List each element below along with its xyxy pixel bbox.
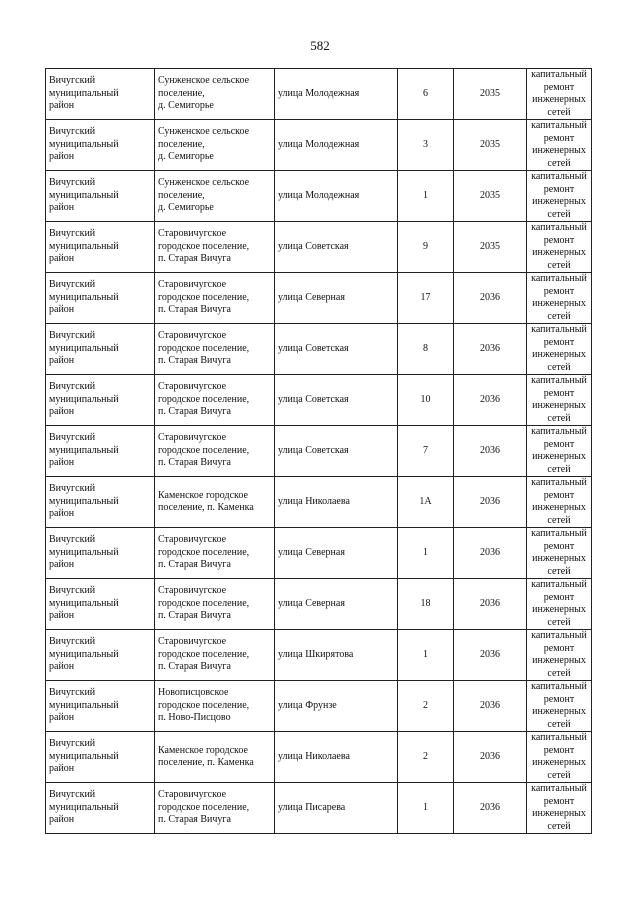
year-cell: 2035 [454, 69, 527, 120]
work-type-cell: капитальный ремонт инженерных сетей [527, 426, 592, 477]
settlement-cell: Сунженское сельское поселение, д. Семигорье [155, 120, 275, 171]
work-type-cell: капитальный ремонт инженерных сетей [527, 69, 592, 120]
year-cell: 2036 [454, 732, 527, 783]
settlement-cell: Старовичугское городское поселение, п. Старая Вичуга [155, 579, 275, 630]
year-cell: 2036 [454, 579, 527, 630]
district-cell: Вичугский муниципальный район [46, 579, 155, 630]
table-row [46, 171, 592, 222]
settlement-cell: Старовичугское городское поселение, п. Старая Вичуга [155, 426, 275, 477]
work-type-cell: капитальный ремонт инженерных сетей [527, 171, 592, 222]
page-number: 582 [310, 38, 330, 53]
work-type-cell: капитальный ремонт инженерных сетей [527, 630, 592, 681]
district-cell: Вичугский муниципальный район [46, 477, 155, 528]
district-cell: Вичугский муниципальный район [46, 69, 155, 120]
work-type-cell: капитальный ремонт инженерных сетей [527, 783, 592, 834]
street-cell: улица Северная [275, 273, 398, 324]
table-row [46, 69, 592, 120]
street-cell: улица Молодежная [275, 69, 398, 120]
street-cell: улица Молодежная [275, 120, 398, 171]
settlement-cell: Старовичугское городское поселение, п. Старая Вичуга [155, 273, 275, 324]
district-cell: Вичугский муниципальный район [46, 324, 155, 375]
house-number-cell: 1 [398, 783, 454, 834]
settlement-cell: Новописцовское городское поселение, п. Ново-Писцово [155, 681, 275, 732]
settlement-cell: Старовичугское городское поселение, п. Старая Вичуга [155, 783, 275, 834]
house-number-cell: 9 [398, 222, 454, 273]
year-cell: 2035 [454, 120, 527, 171]
house-number-cell: 17 [398, 273, 454, 324]
year-cell: 2036 [454, 630, 527, 681]
settlement-cell: Сунженское сельское поселение, д. Семигорье [155, 69, 275, 120]
house-number-cell: 3 [398, 120, 454, 171]
table-row [46, 630, 592, 681]
street-cell: улица Шкирятова [275, 630, 398, 681]
district-cell: Вичугский муниципальный район [46, 732, 155, 783]
year-cell: 2036 [454, 375, 527, 426]
street-cell: улица Северная [275, 528, 398, 579]
district-cell: Вичугский муниципальный район [46, 375, 155, 426]
street-cell: улица Писарева [275, 783, 398, 834]
street-cell: улица Николаева [275, 732, 398, 783]
table-row [46, 528, 592, 579]
district-cell: Вичугский муниципальный район [46, 273, 155, 324]
work-type-cell: капитальный ремонт инженерных сетей [527, 375, 592, 426]
table-row [46, 324, 592, 375]
table-row [46, 426, 592, 477]
district-cell: Вичугский муниципальный район [46, 222, 155, 273]
year-cell: 2036 [454, 426, 527, 477]
house-number-cell: 18 [398, 579, 454, 630]
street-cell: улица Николаева [275, 477, 398, 528]
work-type-cell: капитальный ремонт инженерных сетей [527, 732, 592, 783]
table-row [46, 681, 592, 732]
year-cell: 2036 [454, 528, 527, 579]
table-row [46, 222, 592, 273]
district-cell: Вичугский муниципальный район [46, 630, 155, 681]
year-cell: 2036 [454, 477, 527, 528]
street-cell: улица Советская [275, 222, 398, 273]
year-cell: 2036 [454, 273, 527, 324]
year-cell: 2035 [454, 171, 527, 222]
district-cell: Вичугский муниципальный район [46, 120, 155, 171]
house-number-cell: 7 [398, 426, 454, 477]
house-number-cell: 2 [398, 681, 454, 732]
year-cell: 2036 [454, 783, 527, 834]
table-row [46, 783, 592, 834]
year-cell: 2035 [454, 222, 527, 273]
work-type-cell: капитальный ремонт инженерных сетей [527, 324, 592, 375]
district-cell: Вичугский муниципальный район [46, 528, 155, 579]
settlement-cell: Старовичугское городское поселение, п. Старая Вичуга [155, 324, 275, 375]
table-row [46, 273, 592, 324]
settlement-cell: Старовичугское городское поселение, п. Старая Вичуга [155, 630, 275, 681]
house-number-cell: 2 [398, 732, 454, 783]
house-number-cell: 6 [398, 69, 454, 120]
settlement-cell: Сунженское сельское поселение, д. Семигорье [155, 171, 275, 222]
street-cell: улица Советская [275, 324, 398, 375]
work-type-cell: капитальный ремонт инженерных сетей [527, 120, 592, 171]
house-number-cell: 8 [398, 324, 454, 375]
street-cell: улица Северная [275, 579, 398, 630]
table-row [46, 477, 592, 528]
street-cell: улица Молодежная [275, 171, 398, 222]
house-number-cell: 1 [398, 630, 454, 681]
year-cell: 2036 [454, 681, 527, 732]
registry-table [45, 68, 592, 834]
work-type-cell: капитальный ремонт инженерных сетей [527, 528, 592, 579]
settlement-cell: Старовичугское городское поселение, п. Старая Вичуга [155, 222, 275, 273]
street-cell: улица Фрунзе [275, 681, 398, 732]
table-row [46, 375, 592, 426]
house-number-cell: 1 [398, 171, 454, 222]
table-row [46, 120, 592, 171]
district-cell: Вичугский муниципальный район [46, 681, 155, 732]
work-type-cell: капитальный ремонт инженерных сетей [527, 579, 592, 630]
settlement-cell: Каменское городское поселение, п. Каменка [155, 477, 275, 528]
district-cell: Вичугский муниципальный район [46, 171, 155, 222]
table-row [46, 732, 592, 783]
work-type-cell: капитальный ремонт инженерных сетей [527, 477, 592, 528]
settlement-cell: Старовичугское городское поселение, п. Старая Вичуга [155, 528, 275, 579]
house-number-cell: 1А [398, 477, 454, 528]
settlement-cell: Каменское городское поселение, п. Каменка [155, 732, 275, 783]
table-row [46, 579, 592, 630]
settlement-cell: Старовичугское городское поселение, п. Старая Вичуга [155, 375, 275, 426]
house-number-cell: 1 [398, 528, 454, 579]
street-cell: улица Советская [275, 375, 398, 426]
work-type-cell: капитальный ремонт инженерных сетей [527, 273, 592, 324]
street-cell: улица Советская [275, 426, 398, 477]
house-number-cell: 10 [398, 375, 454, 426]
work-type-cell: капитальный ремонт инженерных сетей [527, 222, 592, 273]
registry-table-body [46, 69, 592, 834]
work-type-cell: капитальный ремонт инженерных сетей [527, 681, 592, 732]
year-cell: 2036 [454, 324, 527, 375]
district-cell: Вичугский муниципальный район [46, 783, 155, 834]
district-cell: Вичугский муниципальный район [46, 426, 155, 477]
